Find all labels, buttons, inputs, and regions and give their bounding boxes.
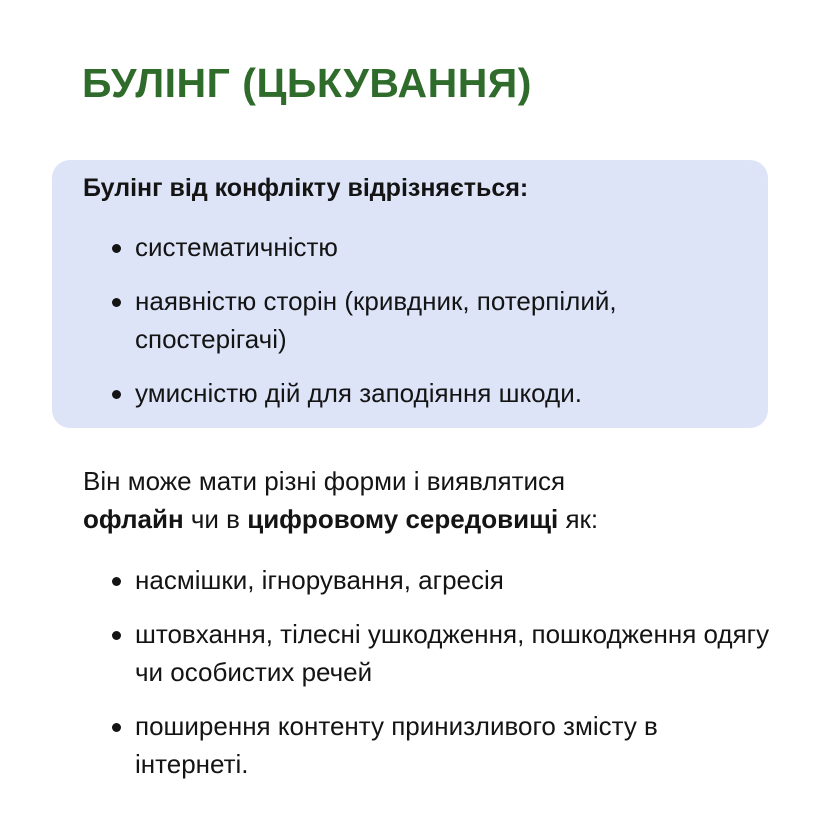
list-item: наявністю сторін (кривдник, потерпілий, спостерігачі) (108, 282, 725, 358)
difference-list (108, 228, 748, 428)
forms-intro (83, 462, 763, 538)
text: чи в (183, 504, 248, 534)
box-heading: Булінг від конфлікту відрізняється: (83, 174, 529, 202)
definition-box (52, 160, 768, 428)
list-item: насмішки, ігнорування, агресія (108, 561, 788, 599)
page-title: БУЛІНГ (ЦЬКУВАННЯ) (82, 60, 532, 106)
bold-text: офлайн (83, 504, 184, 534)
bold-text: цифровому середовищі (247, 504, 559, 534)
list-item: штовхання, тілесні ушкодження, пошкодження одягу чи особистих речей (108, 615, 775, 691)
list-item: умисністю дій для заподіяння шкоди. (108, 374, 748, 412)
text: Він може мати різні форми і виявлятися (83, 466, 566, 496)
list-item: систематичністю (108, 228, 748, 266)
text: як: (558, 504, 599, 534)
forms-list (108, 561, 788, 799)
list-item: поширення контенту принизливого змісту в інтернеті. (108, 707, 675, 783)
